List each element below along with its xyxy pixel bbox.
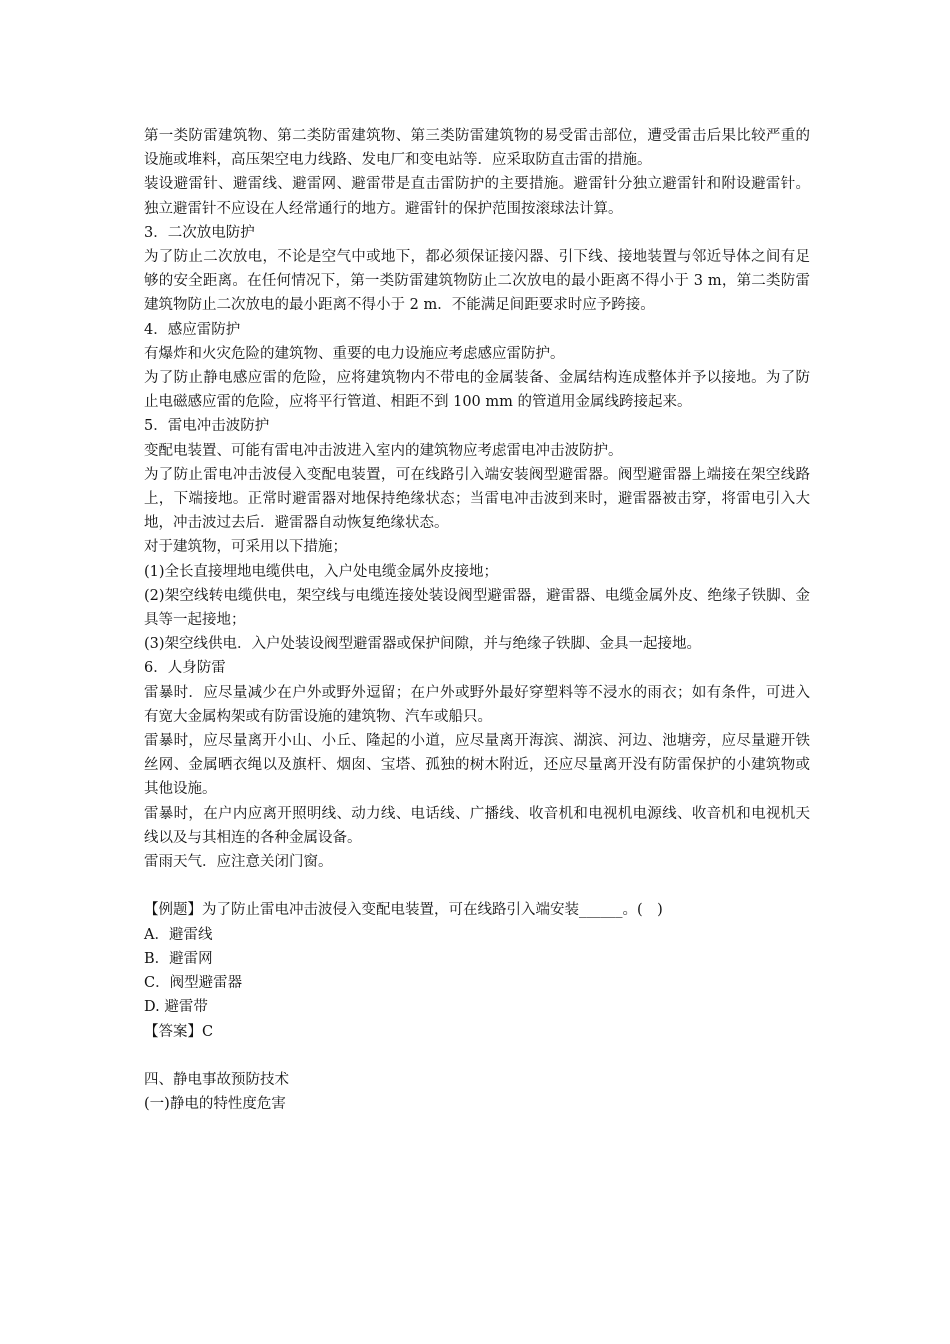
option-b: B．避雷网 — [144, 950, 213, 967]
paragraph: 为了防止雷电冲击波侵入变配电装置，可在线路引入端安装阀型避雷器。阀型避雷器上端接在架空线路上，下端接地。正常时避雷器对地保持绝缘状态；当雷电冲击波到来时，避雷器被击穿，将雷电引入大地，冲击波过去后．避雷器自动恢复绝缘状态。 — [144, 466, 810, 532]
section-heading: 四、静电事故预防技术 — [144, 1071, 289, 1088]
section-subheading: (一)静电的特性度危害 — [144, 1096, 286, 1113]
static-electricity-section — [144, 1068, 810, 1116]
option-a: A．避雷线 — [144, 926, 213, 943]
paragraph: 有爆炸和火灾危险的建筑物、重要的电力设施应考虑感应雷防护。 — [144, 345, 565, 362]
paragraph: 雷暴时，应尽量离开小山、小丘、隆起的小道，应尽量离开海滨、湖滨、河边、池塘旁，应尽量避开铁丝网、金属晒衣绳以及旗杆、烟囱、宝塔、孤独的树木附近，还应尽量离开没有防雷保护的小建筑物或其他设施。 — [144, 733, 810, 798]
spacer — [144, 874, 810, 898]
paragraph: 雷暴时．应尽量减少在户外或野外逗留；在户外或野外最好穿塑料等不浸水的雨衣；如有条件，可进入有宽大金属构架或有防雷设施的建筑物、汽车或船只。 — [144, 684, 810, 725]
spacer — [144, 1044, 810, 1068]
option-c: C．阀型避雷器 — [144, 975, 243, 992]
paragraph: 变配电装置、可能有雷电冲击波进入室内的建筑物应考虑雷电冲击波防护。 — [144, 442, 623, 459]
paragraph: 为了防止静电感应雷的危险，应将建筑物内不带电的金属装备、金属结构连成整体并予以接地。为了防止电磁感应雷的危险，应将平行管道、相距不到 100 mm 的管道用金属线跨接起来。 — [144, 370, 810, 411]
subheading: 3．二次放电防护 — [144, 224, 255, 241]
paragraph: 装设避雷针、避雷线、避雷网、避雷带是直击雷防护的主要措施。避雷针分独立避雷针和附设避雷针。独立避雷针不应设在人经常通行的地方。避雷针的保护范围按滚球法计算。 — [144, 176, 810, 217]
example-question: 【例题】为了防止雷电冲击波侵入变配电装置，可在线路引入端安装______。( ) — [144, 902, 663, 919]
paragraph: 雷暴时，在户内应离开照明线、动力线、电话线、广播线、收音机和电视机电源线、收音机和电视机天线以及与其相连的各种金属设备。 — [144, 805, 810, 846]
paragraph: 对于建筑物，可采用以下措施； — [144, 539, 347, 556]
example-answer: 【答案】C — [144, 1023, 214, 1040]
paragraph: 雷雨天气．应注意关闭门窗。 — [144, 854, 333, 871]
lightning-protection-section — [144, 124, 810, 874]
subheading: 5．雷电冲击波防护 — [144, 418, 270, 435]
list-item: (3)架空线供电．入户处装设阀型避雷器或保护间隙，并与绝缘子铁脚、金具一起接地。 — [144, 636, 702, 653]
subheading: 6．人身防雷 — [144, 660, 226, 677]
list-item: (1)全长直接埋地电缆供电，入户处电缆金属外皮接地； — [144, 563, 499, 580]
list-item: (2)架空线转电缆供电，架空线与电缆连接处装设阀型避雷器，避雷器、电缆金属外皮、绝缘子铁脚、金具等一起接地； — [144, 587, 810, 629]
document-page — [144, 124, 810, 1116]
paragraph: 第一类防雷建筑物、第二类防雷建筑物、第三类防雷建筑物的易受雷击部位，遭受雷击后果比较严重的设施或堆料，高压架空电力线路、发电厂和变电站等．应采取防直击雷的措施。 — [144, 128, 810, 169]
paragraph: 为了防止二次放电，不论是空气中或地下，都必须保证接闪器、引下线、接地装置与邻近导体之间有足够的安全距离。在任何情况下，第一类防雷建筑物防止二次放电的最小距离不得小于 3 m，第二类防雷建筑物防止二次放电的最小距离不得小于 2 m．不能满足间距要求时应予跨接。 — [144, 249, 810, 314]
option-d: D. 避雷带 — [144, 999, 208, 1016]
subheading: 4．感应雷防护 — [144, 321, 241, 338]
example-question-block — [144, 898, 810, 1043]
